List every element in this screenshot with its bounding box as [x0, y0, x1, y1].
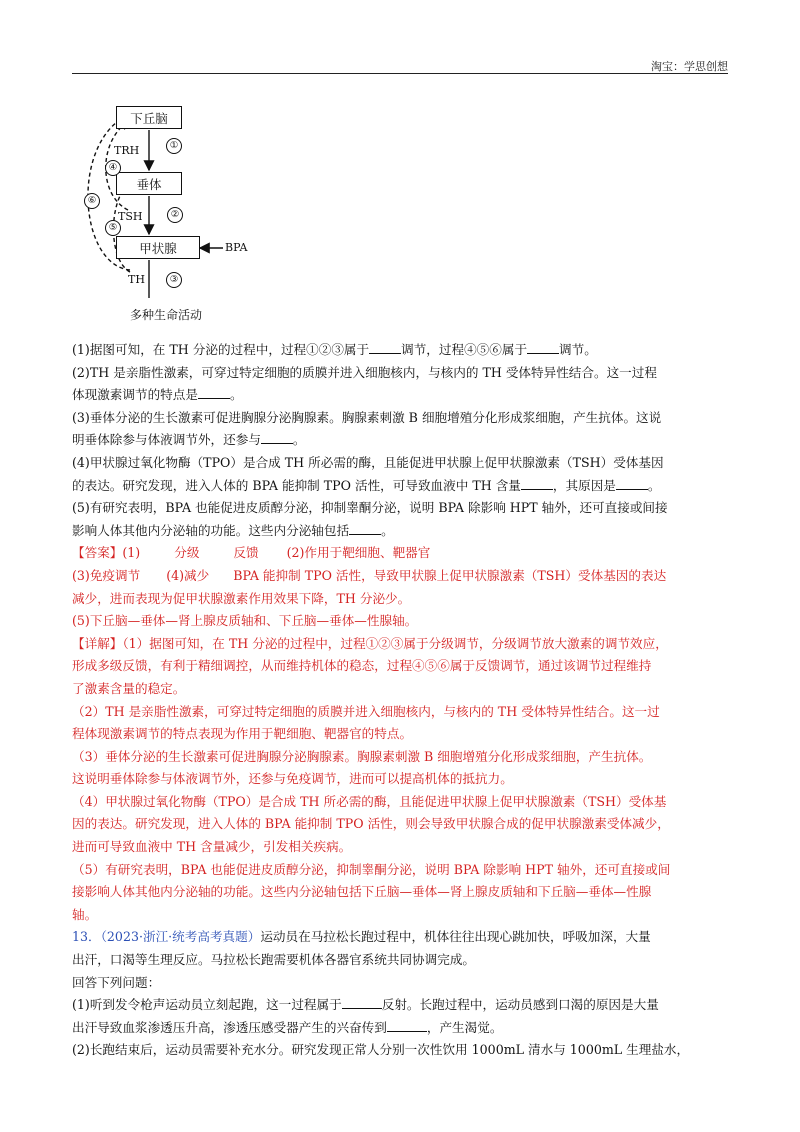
answer-blank: [527, 339, 559, 354]
label-trh: TRH: [114, 144, 140, 157]
label-bpa: BPA: [225, 241, 248, 254]
page-header: 淘宝：学思创想: [651, 60, 728, 73]
question-3: (3)垂体分泌的生长激素可促进胸腺分泌胸腺素。胸腺素刺激 B 细胞增殖分化形成浆细胞，产生抗体。这说 明垂体除参与体液调节外，还参与 。: [72, 409, 662, 448]
answer-blank: [342, 994, 382, 1009]
answer-blank: [387, 1017, 427, 1032]
answer-blank: [521, 475, 553, 490]
answer-blank: [198, 384, 230, 399]
question-13: 13．（2023·浙江·统考高考真题）运动员在马拉松长跑过程中，机体往往出现心跳加快，呼吸加深，大量 出汗，口渴等生理反应。马拉松长跑需要机体各器官系统共同协调完成。 回答下列问题： (1)听到发令枪声运动员立刻起跑，这一过程属于 反射。长跑过程中，运动员感到口渴的原因是大量 出汗导致血浆渗透压升高，渗透压感受器产生的兴奋传到 ，产生渴觉。 (2)长跑结束后，运动员需要补充水分。研究发现正常人分别一次性饮用 1000mL 清水与 1000mL 生理盐水，: [72, 929, 690, 1058]
step-3-marker: ③: [166, 272, 182, 288]
question-number: 13．: [72, 929, 101, 945]
box-pituitary: 垂体: [116, 172, 182, 195]
analysis-section: 【详解】（1）据图可知，在 TH 分泌的过程中，过程①②③属于分级调节，分级调节放大激素的调节效应， 形成多级反馈，有利于精细调控，从而维持机体的稳态，过程④⑤⑥属于反馈调节，通过该调节过程维持 了激素含量的稳定。 （2）TH 是亲脂性激素，可穿过特定细胞的质膜并进入细胞核内，与核内的 TH 受体特异性结合。这一过 程体现激素调节的特点表现为作用于靶细胞、靶器官的特点。 （3）垂体分泌的生长激素可促进胸腺分泌胸腺素。胸腺素刺激 B 细胞增殖分化形成浆细胞，产生抗体。 这说明垂体除参与体液调节外，还参与免疫调节，进而可以提高机体的抵抗力。 （4）甲状腺过氧化物酶（TPO）是合成 TH 所必需的酶，且能促进甲状腺上促甲状腺激素（TSH）受体基 因的表达。研究发现，进入人体的 BPA 能抑制 TPO 活性，则会导致甲状腺合成的促甲状腺激素受体减少， 进而可导致血液中 TH 含量减少，引发相关疾病。 （5）有研究表明，BPA 也能促进皮质醇分泌，抑制睾酮分泌，说明 BPA 除影响 HPT 轴外，还可直接或间 接影响人体其他内分泌轴的功能。这些内分泌轴包括下丘脑—垂体—肾上腺皮质轴和下丘脑—垂体—性腺 轴。: [72, 635, 671, 922]
answer-blank: [261, 429, 293, 444]
question-source: （2023·浙江·统考高考真题）: [100, 929, 261, 945]
label-life-activities: 多种生命活动: [130, 308, 203, 322]
step-1-marker: ①: [166, 138, 182, 154]
box-hypothalamus: 下丘脑: [116, 106, 182, 129]
analysis-tag: 【详解】: [72, 635, 123, 651]
answer-blank: [369, 339, 401, 354]
question-2: (2)TH 是亲脂性激素，可穿过特定细胞的质膜并进入细胞核内，与核内的 TH 受体特异性结合。这一过程 体现激素调节的特点是 。: [72, 364, 657, 403]
hpt-axis-diagram: [78, 100, 278, 328]
step-4-marker: ④: [105, 160, 121, 176]
header-rule: [72, 73, 728, 74]
label-tsh: TSH: [118, 210, 143, 223]
question-1: (1)据图可知，在 TH 分泌的过程中，过程①②③属于 调节，过程④⑤⑥属于 调节。: [72, 339, 732, 362]
box-thyroid: 甲状腺: [116, 236, 200, 259]
question-5: (5)有研究表明，BPA 也能促进皮质醇分泌，抑制睾酮分泌，说明 BPA 除影响 HPT 轴外，还可直接或间接 影响人体其他内分泌轴的功能。这些内分泌轴包括 。: [72, 500, 668, 538]
step-5-marker: ⑤: [105, 220, 121, 236]
step-2-marker: ②: [167, 207, 183, 223]
answer-blank: [349, 520, 381, 535]
question-4: (4)甲状腺过氧化物酶（TPO）是合成 TH 所必需的酶，且能促进甲状腺上促甲状腺激素（TSH）受体基因 的表达。研究发现，进入人体的 BPA 能抑制 TPO 活性，可导致血液中 TH 含量 ，其原因是 。: [72, 454, 664, 493]
answer-blank: [616, 475, 648, 490]
answer-tag: 【答案】: [72, 545, 123, 561]
answer-section: 【答案】(1) 分级 反馈 (2)作用于靶细胞、靶器官 (3)免疫调节 (4)减少 BPA 能抑制 TPO 活性，导致甲状腺上促甲状腺激素（TSH）受体基因的表达 减少，进而表现为促甲状腺激素作用效果下降，TH 分泌少。 (5)下丘脑—垂体—肾上腺皮质轴和、下丘脑—垂体—性腺轴。: [72, 545, 667, 629]
label-th: TH: [128, 273, 145, 286]
document-body: [72, 339, 732, 1062]
step-6-marker: ⑥: [84, 193, 100, 209]
